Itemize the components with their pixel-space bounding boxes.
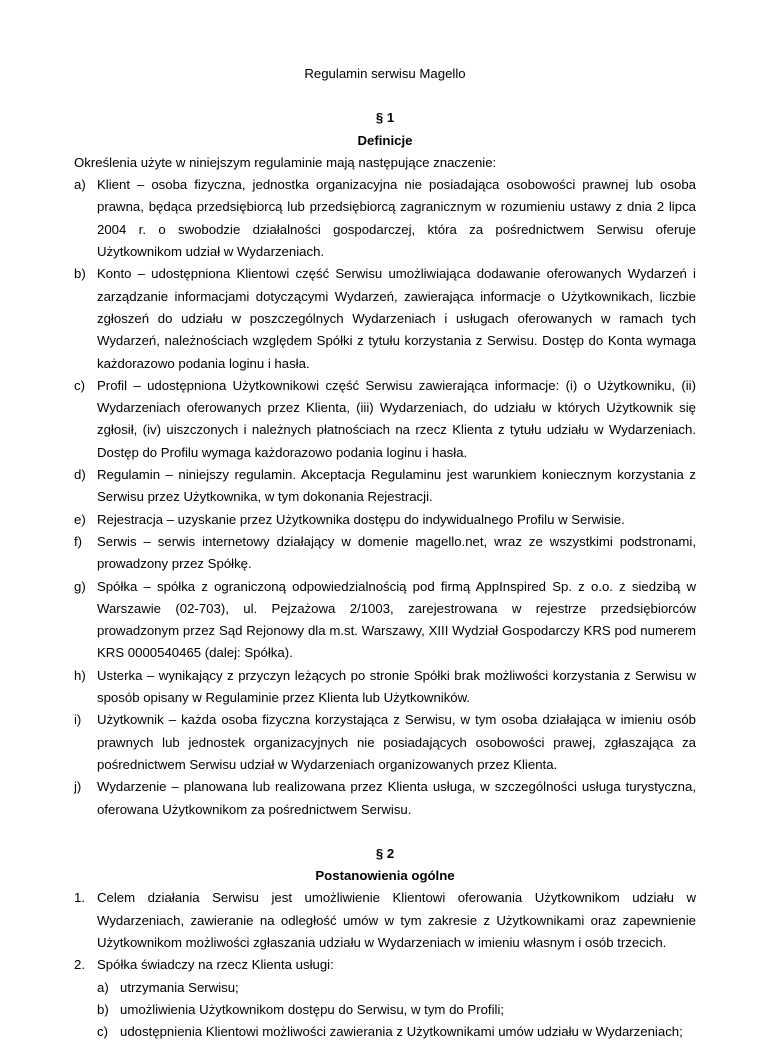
- list-marker: b): [74, 266, 86, 282]
- section-heading: Definicje: [357, 132, 413, 148]
- list-item: [74, 576, 696, 665]
- list-marker: h): [74, 667, 86, 683]
- list-item-text: Serwis – serwis internetowy działający w domenie magello.net, wraz ze wszystkimi podstronami, prowadzony przez Spółkę.: [97, 533, 696, 572]
- list-marker: a): [74, 177, 86, 193]
- list-item-text: utrzymania Serwisu;: [120, 979, 239, 995]
- sublist-item: [97, 999, 696, 1021]
- list-marker: i): [74, 712, 82, 728]
- list-item-text: Spółka – spółka z ograniczoną odpowiedzialnością pod firmą AppInspired Sp. z o.o. z siedzibą w Warszawie (02-703), ul. Pejzażowa 2/1003, zarejestrowana w rejestrze przedsiębiorców prowadzonym przez Sąd Rejonowy dla m.st. Warszawy, XIII Wydział Gospodarczy KRS pod numerem KRS 0000540465 (dalej: Spółka).: [97, 578, 696, 661]
- list-item: [74, 174, 696, 263]
- list-item: [74, 509, 696, 531]
- section-intro: Określenia użyte w niniejszym regulaminie mają następujące znaczenie:: [74, 154, 497, 170]
- sublist-item: [97, 1021, 696, 1043]
- list-item-text: Wydarzenie – planowana lub realizowana przez Klienta usługa, w szczególności usługa turystyczna, oferowana Użytkownikom za pośrednictwem Serwisu.: [97, 779, 696, 817]
- services-sublist: [97, 977, 696, 1043]
- list-item: [74, 709, 696, 776]
- list-item: [74, 954, 696, 1043]
- list-marker: a): [97, 979, 109, 995]
- list-item: [74, 263, 696, 374]
- list-item-text: Regulamin – niniejszy regulamin. Akceptacja Regulaminu jest warunkiem koniecznym korzystania z Serwisu przez Użytkownika, w tym dokonania Rejestracji.: [97, 467, 696, 505]
- provisions-list: [74, 887, 696, 1043]
- list-item-text: Profil – udostępniona Użytkownikowi część Serwisu zawierająca informacje: (i) o Użytkowniku, (ii) Wydarzeniach oferowanych przez Klienta, (iii) Wydarzeniach, do udziału w których Użytkownik się zgłosił, (iv) uiszczonych i należnych płatnościach na rzecz Klienta z tytułu udziału w Wydarzeniach. Dostęp do Profilu wymaga każdorazowo podania loginu i hasła.: [97, 377, 696, 460]
- section-definitions: [74, 107, 696, 821]
- list-marker: e): [74, 511, 86, 527]
- section-spacer: [74, 821, 696, 843]
- section-number: § 2: [375, 845, 395, 861]
- list-marker: d): [74, 467, 86, 483]
- list-marker: g): [74, 578, 86, 594]
- section-heading: Postanowienia ogólne: [315, 868, 455, 884]
- definitions-list: [74, 174, 696, 821]
- list-item-text: Spółka świadczy na rzecz Klienta usługi:: [97, 957, 334, 973]
- section-general-provisions: [74, 843, 696, 1043]
- list-marker: j): [74, 779, 82, 795]
- list-item-text: umożliwienia Użytkownikom dostępu do Serwisu, w tym do Profili;: [120, 1001, 505, 1017]
- list-item-text: udostępnienia Klientowi możliwości zawierania z Użytkownikami umów udziału w Wydarzeniach;: [120, 1024, 683, 1040]
- list-marker: b): [97, 1001, 109, 1017]
- list-item: [74, 464, 696, 509]
- list-item-text: Użytkownik – każda osoba fizyczna korzystająca z Serwisu, w tym osoba działająca w imieniu osób prawnych lub jednostek organizacyjnych nie posiadających osobowości prawej, zgłaszająca za pośrednictwem Serwisu udział w Wydarzeniach organizowanych przez Klienta.: [97, 712, 696, 772]
- list-item: [74, 887, 696, 954]
- list-marker: 2.: [74, 957, 85, 973]
- sublist-item: [97, 977, 696, 999]
- list-item: [74, 665, 696, 710]
- document-title: Regulamin serwisu Magello: [304, 66, 466, 81]
- list-item: [74, 375, 696, 464]
- document-page: [74, 63, 696, 1043]
- section-number: § 1: [375, 110, 395, 126]
- list-item: [74, 776, 696, 821]
- list-item-text: Konto – udostępniona Klientowi część Serwisu umożliwiająca dodawanie oferowanych Wydarzeń i zarządzanie informacjami dotyczącymi Wydarzeń, zawierająca informacje o Użytkownikach, liczbie zgłoszeń do udziału w poszczególnych Wydarzeniach i usługach oferowanych w ramach tych Wydarzeń, należnościach względem Spółki z tytułu korzystania z Serwisu. Dostęp do Konta wymaga każdorazowo podania loginu i hasła.: [97, 266, 696, 371]
- list-item-text: Klient – osoba fizyczna, jednostka organizacyjna nie posiadająca osobowości prawnej lub osoba prawna, będąca przedsiębiorcą lub przedsiębiorcą zagranicznym w rozumieniu ustawy z dnia 2 lipca 2004 r. o swobodzie działalności gospodarczej, która za pośrednictwem Serwisu oferuje Użytkownikom udział w Wydarzeniach.: [97, 177, 696, 260]
- list-item: [74, 531, 696, 576]
- list-item-text: Usterka – wynikający z przyczyn leżących po stronie Spółki brak możliwości korzystania z Serwisu w sposób opisany w Regulaminie przez Klienta lub Użytkowników.: [97, 667, 696, 706]
- list-marker: f): [74, 533, 83, 549]
- list-marker: c): [74, 377, 85, 393]
- list-marker: c): [97, 1024, 108, 1040]
- list-item-text: Celem działania Serwisu jest umożliwienie Klientowi oferowania Użytkownikom udziału w Wydarzeniach, zawieranie na odległość umów w tym zakresie z Użytkownikami oraz zapewnienie Użytkownikom możliwości zgłaszania udziału w Wydarzeniach w imieniu własnym i osób trzecich.: [97, 890, 696, 950]
- list-item-text: Rejestracja – uzyskanie przez Użytkownika dostępu do indywidualnego Profilu w Serwisie.: [97, 511, 625, 527]
- list-marker: 1.: [74, 890, 85, 906]
